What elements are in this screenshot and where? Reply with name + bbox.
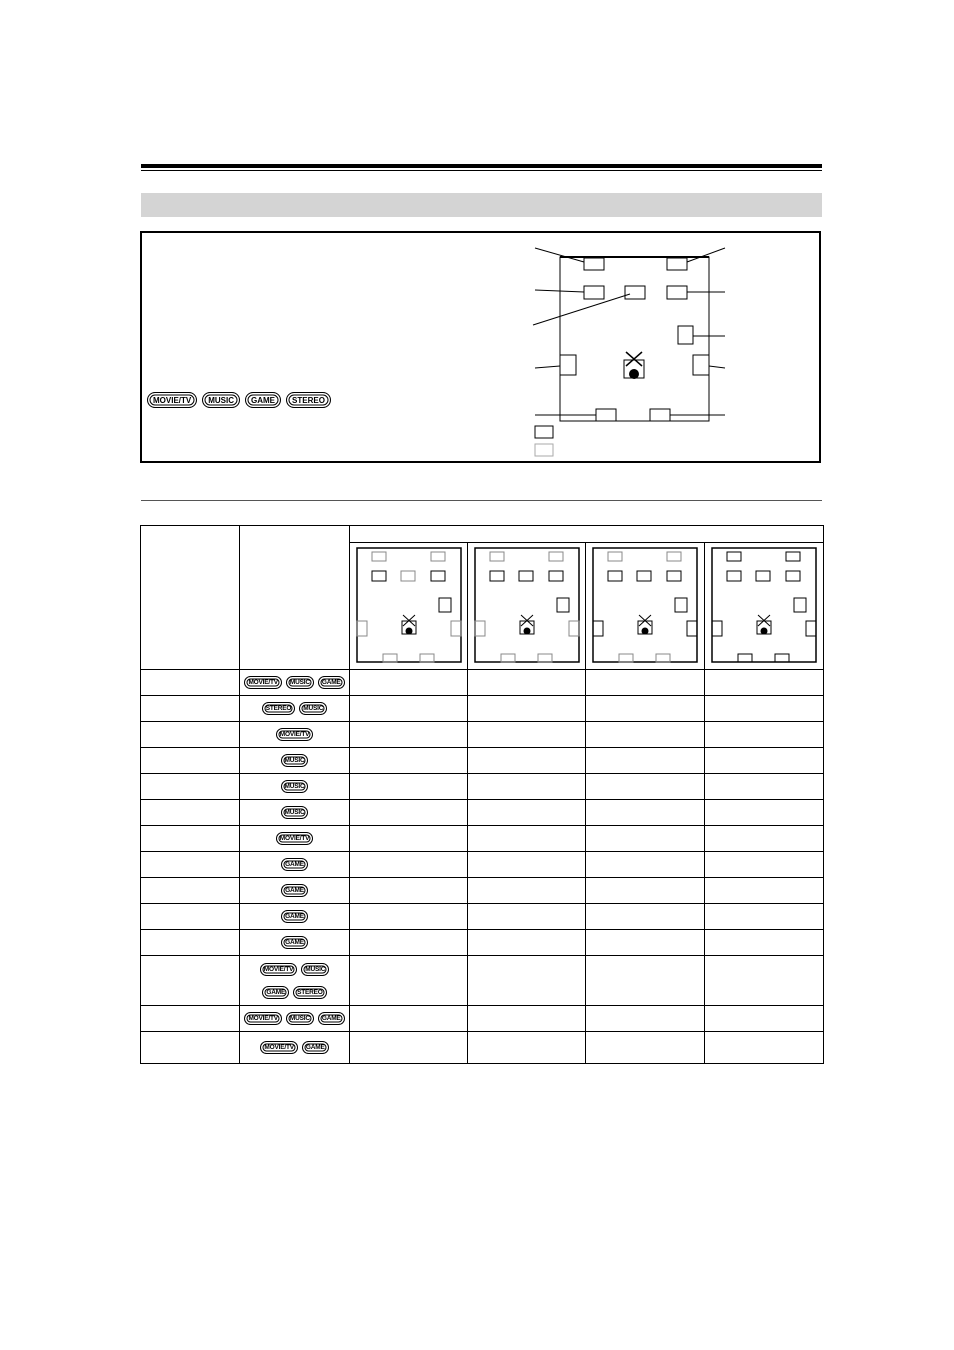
table-row — [141, 696, 824, 722]
layout-support-cell — [350, 878, 468, 904]
layout-support-cell — [586, 878, 705, 904]
movie-tv-button[interactable]: MOVIE/TV — [244, 1012, 281, 1025]
legend-box-active — [535, 426, 553, 438]
game-button[interactable]: GAME — [318, 676, 345, 689]
layout-support-cell — [705, 722, 824, 748]
front-left-speaker — [584, 286, 604, 299]
legend-box-inactive — [535, 444, 553, 456]
layout-support-cell — [350, 930, 468, 956]
layout-support-cell — [350, 800, 468, 826]
listener-icon — [624, 352, 644, 379]
layout-support-cell — [586, 748, 705, 774]
layout-support-cell — [468, 956, 586, 1006]
layout-support-cell — [468, 748, 586, 774]
music-button[interactable]: MUSIC — [281, 780, 309, 793]
layout-support-cell — [468, 670, 586, 696]
layout-support-cell — [586, 696, 705, 722]
layout-support-cell — [705, 826, 824, 852]
layout-support-cell — [705, 852, 824, 878]
section-header-bar — [141, 193, 822, 217]
music-button[interactable]: MUSIC — [301, 963, 329, 976]
music-button[interactable]: MUSIC — [286, 1012, 314, 1025]
layout-support-cell — [468, 1006, 586, 1032]
header-cell-mode — [141, 526, 240, 670]
surround-back-left-speaker — [596, 409, 616, 421]
table-row — [141, 1032, 824, 1064]
listening-mode-table — [140, 525, 824, 1064]
layout-support-cell — [350, 1032, 468, 1064]
surround-left-speaker — [560, 355, 576, 375]
top-rule — [141, 164, 822, 168]
layout-support-cell — [586, 904, 705, 930]
movie-tv-button[interactable]: MOVIE/TV — [276, 728, 313, 741]
layout-support-cell — [350, 956, 468, 1006]
layout-support-cell — [468, 904, 586, 930]
layout-support-cell — [705, 878, 824, 904]
layout-support-cell — [468, 800, 586, 826]
info-button-row — [147, 392, 336, 408]
layout-support-cell — [468, 1032, 586, 1064]
layout-support-cell — [350, 774, 468, 800]
layout-diagram-4 — [705, 543, 824, 670]
music-button[interactable]: MUSIC — [281, 754, 309, 767]
movie-tv-button[interactable]: MOVIE/TV — [260, 1041, 297, 1054]
mode-name-cell — [141, 696, 240, 722]
mode-buttons-cell — [240, 930, 350, 956]
game-button[interactable]: GAME — [281, 936, 308, 949]
game-button[interactable]: GAME — [318, 1012, 345, 1025]
game-button[interactable]: GAME — [245, 392, 281, 408]
layout-support-cell — [705, 904, 824, 930]
mode-buttons-cell — [240, 852, 350, 878]
layout-support-cell — [586, 930, 705, 956]
layout-support-cell — [705, 670, 824, 696]
table-row — [141, 878, 824, 904]
table-row — [141, 670, 824, 696]
table-row — [141, 800, 824, 826]
layout-support-cell — [468, 774, 586, 800]
layout-support-cell — [350, 696, 468, 722]
table-row — [141, 904, 824, 930]
surround-back-right-speaker — [650, 409, 670, 421]
table-row — [141, 956, 824, 1006]
mode-buttons-cell — [240, 748, 350, 774]
front-high-left-speaker — [584, 258, 604, 270]
table-row — [141, 852, 824, 878]
mode-buttons-cell — [240, 774, 350, 800]
stereo-button[interactable]: STEREO — [293, 986, 327, 999]
mode-name-cell — [141, 956, 240, 1006]
table-row — [141, 930, 824, 956]
surround-right-speaker — [693, 355, 709, 375]
layout-support-cell — [586, 826, 705, 852]
mode-name-cell — [141, 722, 240, 748]
mode-name-cell — [141, 1032, 240, 1064]
layout-support-cell — [350, 722, 468, 748]
layout-support-cell — [705, 1006, 824, 1032]
top-rule-thin — [141, 170, 822, 171]
layout-support-cell — [705, 696, 824, 722]
front-high-right-speaker — [667, 258, 687, 270]
mode-name-cell — [141, 748, 240, 774]
movie-tv-button[interactable]: MOVIE/TV — [260, 963, 297, 976]
header-cell-speaker-layout — [350, 526, 824, 543]
movie-tv-button[interactable]: MOVIE/TV — [276, 832, 313, 845]
table-row — [141, 1006, 824, 1032]
layout-support-cell — [468, 696, 586, 722]
layout-support-cell — [468, 826, 586, 852]
front-right-speaker — [667, 286, 687, 299]
layout-support-cell — [468, 722, 586, 748]
layout-support-cell — [468, 930, 586, 956]
layout-support-cell — [705, 1032, 824, 1064]
room-outline — [560, 257, 709, 421]
mode-name-cell — [141, 774, 240, 800]
mode-buttons-cell — [240, 826, 350, 852]
stereo-button[interactable]: STEREO — [262, 702, 296, 715]
mode-name-cell — [141, 904, 240, 930]
mode-buttons-cell — [240, 878, 350, 904]
game-button[interactable]: GAME — [281, 910, 308, 923]
mode-name-cell — [141, 826, 240, 852]
music-button[interactable]: MUSIC — [299, 702, 327, 715]
layout-support-cell — [350, 852, 468, 878]
layout-support-cell — [586, 956, 705, 1006]
mode-buttons-cell — [240, 670, 350, 696]
layout-support-cell — [586, 722, 705, 748]
layout-support-cell — [586, 1032, 705, 1064]
layout-support-cell — [586, 800, 705, 826]
layout-diagram-1 — [350, 543, 468, 670]
speaker-layout-diagram — [530, 240, 730, 460]
mode-buttons-cell — [240, 1006, 350, 1032]
mode-name-cell — [141, 670, 240, 696]
layout-support-cell — [468, 878, 586, 904]
music-button[interactable]: MUSIC — [202, 392, 240, 408]
layout-support-cell — [350, 748, 468, 774]
layout-support-cell — [350, 1006, 468, 1032]
layout-support-cell — [705, 956, 824, 1006]
game-button[interactable]: GAME — [281, 858, 308, 871]
mode-buttons-cell — [240, 1032, 350, 1064]
layout-support-cell — [586, 1006, 705, 1032]
game-button[interactable]: GAME — [302, 1041, 329, 1054]
layout-support-cell — [586, 774, 705, 800]
layout-support-cell — [468, 852, 586, 878]
layout-support-cell — [705, 748, 824, 774]
layout-support-cell — [350, 904, 468, 930]
music-button[interactable]: MUSIC — [281, 806, 309, 819]
layout-support-cell — [586, 670, 705, 696]
layout-diagram-2 — [468, 543, 586, 670]
header-cell-buttons — [240, 526, 350, 670]
layout-support-cell — [705, 774, 824, 800]
movie-tv-button[interactable]: MOVIE/TV — [147, 392, 197, 408]
table-row — [141, 774, 824, 800]
mode-name-cell — [141, 930, 240, 956]
mode-name-cell — [141, 878, 240, 904]
layout-support-cell — [350, 670, 468, 696]
table-row — [141, 748, 824, 774]
mode-buttons-cell — [240, 696, 350, 722]
game-button[interactable]: GAME — [262, 986, 289, 999]
layout-support-cell — [350, 826, 468, 852]
mode-name-cell — [141, 800, 240, 826]
stereo-button[interactable]: STEREO — [286, 392, 331, 408]
mode-buttons-cell — [240, 956, 350, 1006]
center-speaker — [625, 286, 645, 299]
music-button[interactable]: MUSIC — [286, 676, 314, 689]
layout-diagram-3 — [586, 543, 705, 670]
layout-support-cell — [705, 930, 824, 956]
mode-name-cell — [141, 852, 240, 878]
layout-support-cell — [586, 852, 705, 878]
mode-name-cell — [141, 1006, 240, 1032]
section-rule — [141, 500, 822, 501]
mode-buttons-cell — [240, 800, 350, 826]
game-button[interactable]: GAME — [281, 884, 308, 897]
table-row — [141, 722, 824, 748]
table-row — [141, 826, 824, 852]
layout-support-cell — [705, 800, 824, 826]
mode-buttons-cell — [240, 722, 350, 748]
movie-tv-button[interactable]: MOVIE/TV — [244, 676, 281, 689]
subwoofer — [678, 326, 693, 344]
mode-buttons-cell — [240, 904, 350, 930]
